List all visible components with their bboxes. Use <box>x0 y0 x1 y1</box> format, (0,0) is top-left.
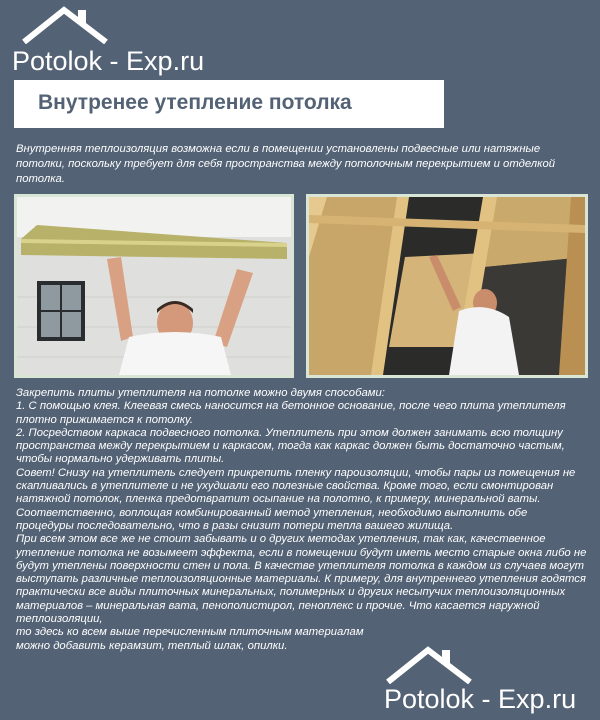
intro-paragraph: Внутренняя теплоизоляция возможна если в помещении установлены подвесные или натяжные потолки, поскольку требует для себя пространства между потолочным перекрытием и отделкой потолка. <box>16 143 556 185</box>
body-paragraph: При всем этом все же не стоит забывать и о других методах утепления, так как, качественное утепление потолка не возымеет эффекта, если в помещении будут иметь место старые окна либо не будут утеплены поверхности стен и пола. В качестве утеплителя потолка в каждом из случаев могут выступать различные теплоизоляционные материалы. К примеру, для внутреннего утепления годятся практически все виды плиточных минеральных, полимерных и других несыпучих теплоизоляционных материалов – минеральная вата, пенополистирол, пеноплекс и прочие. Что касается наружной теплоизоляции, <box>16 533 587 626</box>
house-roof-icon <box>384 644 476 684</box>
photo-man-holding-insulation-slab <box>14 194 294 378</box>
photo-man-installing-insulation-between-joists <box>306 194 588 378</box>
house-roof-icon <box>20 4 112 44</box>
body-paragraph: можно добавить керамзит, теплый шлак, опилки. <box>16 639 288 652</box>
site-logo-watermark[interactable] <box>380 640 600 720</box>
body-paragraph: 1. С помощью клея. Клеевая смесь наносится на бетонное основание, после чего плита утеплителя плотно прижимается к потолку. <box>16 400 566 426</box>
site-brand: Potolok - Exp.ru <box>384 684 577 714</box>
site-logo[interactable] <box>6 4 246 80</box>
body-paragraph: Совет! Снизу на утеплитель следует прикрепить пленку пароизоляции, чтобы пары из помещения не скапливались в утеплителе и не ухудшали его полезные свойства. Кроме того, если смонтирован натяжной потолок, пленка предотвратит осыпание на полотно, к примеру, минеральной ваты. Соответственно, воплощая комбинированный метод утепления, необходимо выполнить обе процедуры последовательно, что в разы снизит потери тепла вашего жилища. <box>16 466 576 532</box>
body-paragraph: то здесь ко всем выше перечисленным плиточным материалам <box>16 626 364 639</box>
article-body <box>16 387 588 653</box>
site-brand: Potolok - Exp.ru <box>12 46 205 76</box>
page-title-bar <box>14 80 444 128</box>
body-paragraph: 2. Посредством каркаса подвесного потолка. Утеплитель при этом должен занимать всю толщину пространства между перекрытием и каркасом, тогда как каркас должен быть достаточно частым, чтобы нормально удерживать плиты. <box>16 426 565 466</box>
page-title: Внутренее утепление потолка <box>38 91 352 114</box>
body-paragraph: Закрепить плиты утеплителя на потолке можно двумя способами: <box>16 387 385 399</box>
